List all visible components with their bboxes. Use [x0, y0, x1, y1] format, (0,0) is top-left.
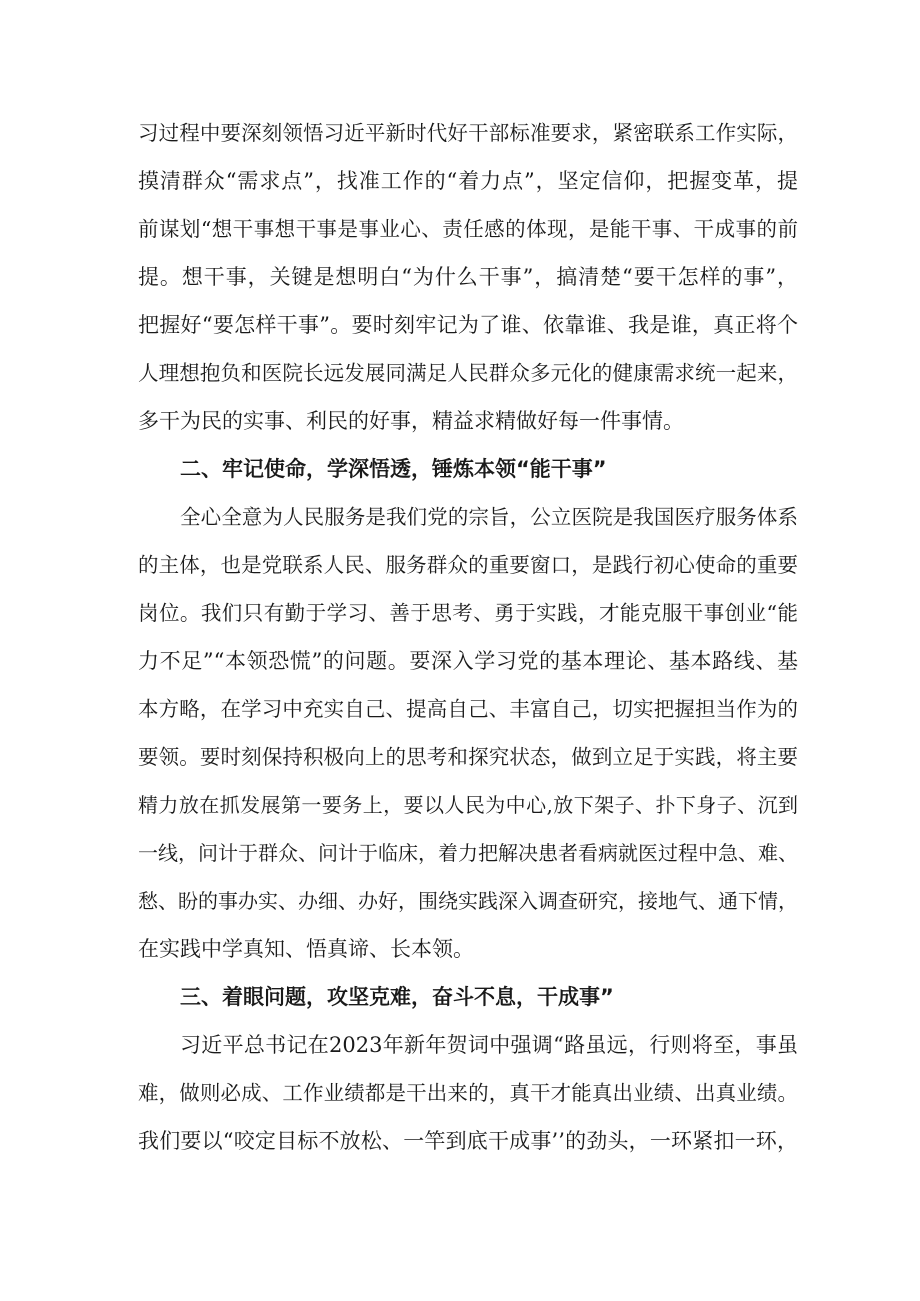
paragraph-3-line-2: 难，做则必成、工作业绩都是干出来的，真干才能真出业绩、出真业绩。: [138, 1081, 798, 1105]
paragraph-1-line-1: 习过程中要深刻领悟习近平新时代好干部标准要求，紧密联系工作实际，: [138, 121, 798, 145]
paragraph-3-line-3: 我们要以“咬定目标不放松、一竿到底干成事’’的劲头，一环紧扣一环，: [138, 1129, 798, 1153]
paragraph-1-line-2: 摸清群众“需求点”，找准工作的“着力点”，坚定信仰，把握变革，提: [138, 169, 798, 193]
paragraph-3-line-1: 习近平总书记在2023年新年贺词中强调“路虽远，行则将至，事虽: [180, 1033, 798, 1057]
paragraph-2-line-3: 岗位。我们只有勤于学习、善于思考、勇于实践，才能克服干事创业“能: [138, 601, 798, 625]
paragraph-1-line-4: 提。想干事，关键是想明白“为什么干事”，搞清楚“要干怎样的事”，: [138, 265, 798, 289]
paragraph-2-line-9: 愁、盼的事办实、办细、办好，围绕实践深入调查研究，接地气、通下情，: [138, 889, 798, 913]
paragraph-2-line-7: 精力放在抓发展第一要务上，要以人民为中心,放下架子、扑下身子、沉到: [138, 793, 798, 817]
section-heading-3: 三、着眼问题，攻坚克难，奋斗不息，干成事”: [180, 985, 614, 1009]
paragraph-2-line-4: 力不足”“本领恐慌”的问题。要深入学习党的基本理论、基本路线、基: [138, 649, 798, 673]
paragraph-2-line-10: 在实践中学真知、悟真谛、长本领。: [138, 937, 474, 961]
paragraph-1-line-6: 人理想抱负和医院长远发展同满足人民群众多元化的健康需求统一起来，: [138, 361, 798, 385]
paragraph-2-line-2: 的主体，也是党联系人民、服务群众的重要窗口，是践行初心使命的重要: [138, 553, 798, 577]
section-heading-2: 二、牢记使命，学深悟透，锤炼本领“能干事”: [180, 457, 607, 481]
paragraph-1-line-5: 把握好“要怎样干事”。要时刻牢记为了谁、依靠谁、我是谁，真正将个: [138, 313, 798, 337]
paragraph-2-line-6: 要领。要时刻保持积极向上的思考和探究状态，做到立足于实践，将主要: [138, 745, 798, 769]
paragraph-2-line-5: 本方略，在学习中充实自己、提高自己、丰富自己，切实把握担当作为的: [138, 697, 798, 721]
paragraph-1-line-7: 多干为民的实事、利民的好事，精益求精做好每一件事情。: [138, 409, 684, 433]
paragraph-1-line-3: 前谋划“想干事想干事是事业心、责任感的体现，是能干事、干成事的前: [138, 217, 798, 241]
paragraph-2-line-8: 一线，问计于群众、问计于临床，着力把解决患者看病就医过程中急、难、: [138, 841, 798, 865]
paragraph-2-line-1: 全心全意为人民服务是我们党的宗旨，公立医院是我国医疗服务体系: [180, 505, 798, 529]
